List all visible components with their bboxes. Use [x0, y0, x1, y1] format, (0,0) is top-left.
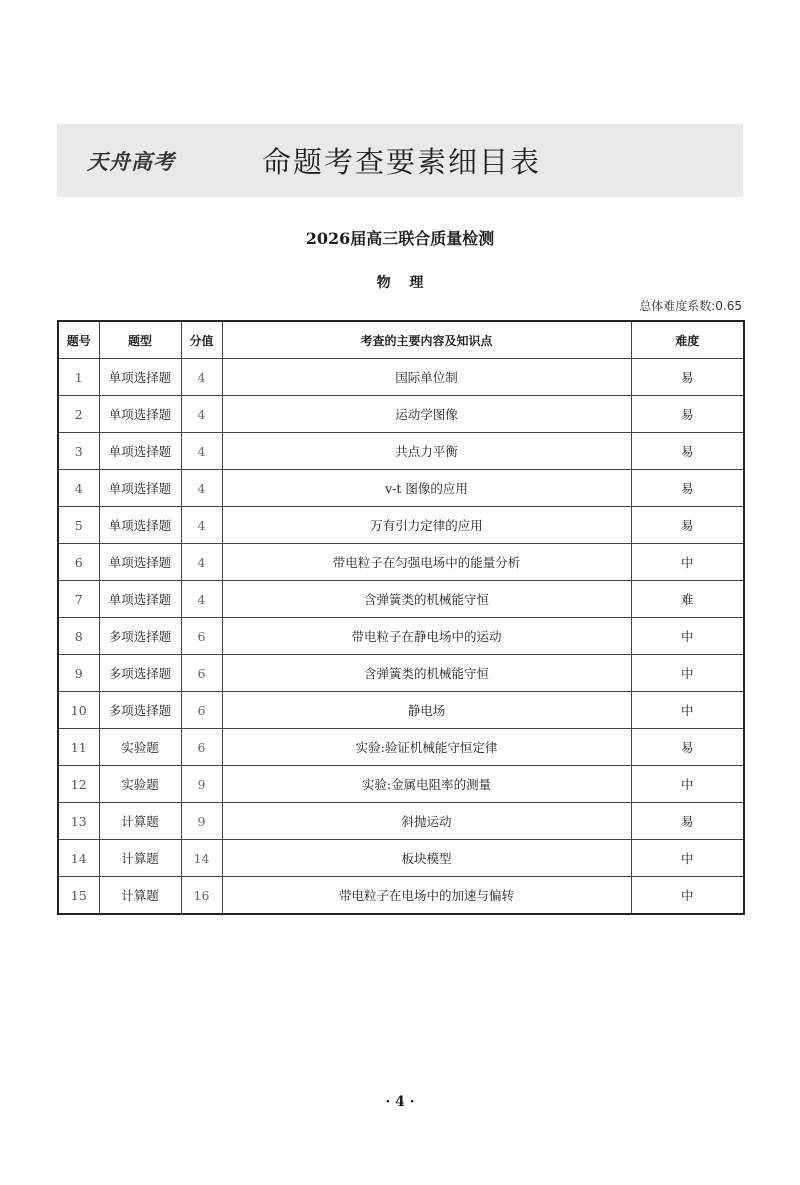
cell-type: 单项选择题 [99, 433, 181, 470]
column-header-type: 题型 [99, 321, 181, 359]
syllabus-table [57, 320, 745, 915]
cell-score: 14 [181, 840, 222, 877]
cell-no: 1 [58, 359, 99, 396]
table-row [58, 396, 744, 433]
cell-type: 计算题 [99, 803, 181, 840]
cell-type: 计算题 [99, 877, 181, 915]
cell-no: 14 [58, 840, 99, 877]
cell-score: 9 [181, 803, 222, 840]
cell-type: 多项选择题 [99, 692, 181, 729]
cell-content: 共点力平衡 [222, 433, 631, 470]
cell-content: 国际单位制 [222, 359, 631, 396]
cell-level: 易 [631, 433, 744, 470]
column-header-no: 题号 [58, 321, 99, 359]
column-header-score: 分值 [181, 321, 222, 359]
cell-score: 4 [181, 507, 222, 544]
cell-content: 含弹簧类的机械能守恒 [222, 655, 631, 692]
cell-type: 计算题 [99, 840, 181, 877]
cell-score: 6 [181, 655, 222, 692]
table-row [58, 766, 744, 803]
cell-no: 3 [58, 433, 99, 470]
cell-content: 万有引力定律的应用 [222, 507, 631, 544]
cell-no: 4 [58, 470, 99, 507]
subject-title: 物 理 [376, 275, 424, 291]
table-row [58, 692, 744, 729]
cell-score: 9 [181, 766, 222, 803]
column-header-level: 难度 [631, 321, 744, 359]
table-row [58, 877, 744, 915]
page-title: 命题考查要素细目表 [262, 145, 542, 179]
cell-type: 实验题 [99, 729, 181, 766]
cell-score: 4 [181, 470, 222, 507]
cell-level: 易 [631, 359, 744, 396]
cell-level: 易 [631, 507, 744, 544]
cell-score: 16 [181, 877, 222, 915]
cell-level: 易 [631, 803, 744, 840]
table-row [58, 544, 744, 581]
cell-score: 6 [181, 618, 222, 655]
cell-level: 中 [631, 840, 744, 877]
cell-no: 11 [58, 729, 99, 766]
cell-no: 6 [58, 544, 99, 581]
cell-level: 易 [631, 470, 744, 507]
cell-level: 难 [631, 581, 744, 618]
cell-no: 15 [58, 877, 99, 915]
cell-level: 中 [631, 877, 744, 915]
cell-no: 13 [58, 803, 99, 840]
cell-content: v-t 图像的应用 [222, 470, 631, 507]
cell-no: 7 [58, 581, 99, 618]
cell-type: 多项选择题 [99, 655, 181, 692]
table-row [58, 433, 744, 470]
cell-type: 单项选择题 [99, 470, 181, 507]
cell-no: 9 [58, 655, 99, 692]
exam-title: 2026届高三联合质量检测 [305, 229, 495, 248]
table-row [58, 840, 744, 877]
cell-content: 运动学图像 [222, 396, 631, 433]
column-header-content: 考查的主要内容及知识点 [222, 321, 631, 359]
cell-type: 单项选择题 [99, 396, 181, 433]
cell-content: 静电场 [222, 692, 631, 729]
table-header-row [58, 321, 744, 359]
cell-score: 4 [181, 433, 222, 470]
cell-content: 带电粒子在电场中的加速与偏转 [222, 877, 631, 915]
table-row [58, 470, 744, 507]
cell-level: 中 [631, 692, 744, 729]
cell-score: 4 [181, 581, 222, 618]
cell-content: 带电粒子在静电场中的运动 [222, 618, 631, 655]
cell-content: 实验:验证机械能守恒定律 [222, 729, 631, 766]
cell-content: 斜抛运动 [222, 803, 631, 840]
cell-level: 中 [631, 655, 744, 692]
cell-no: 10 [58, 692, 99, 729]
cell-score: 6 [181, 692, 222, 729]
cell-level: 中 [631, 544, 744, 581]
table-row [58, 581, 744, 618]
cell-no: 5 [58, 507, 99, 544]
cell-type: 单项选择题 [99, 581, 181, 618]
cell-no: 8 [58, 618, 99, 655]
cell-content: 板块模型 [222, 840, 631, 877]
cell-type: 多项选择题 [99, 618, 181, 655]
cell-score: 4 [181, 359, 222, 396]
cell-level: 易 [631, 729, 744, 766]
cell-type: 单项选择题 [99, 507, 181, 544]
cell-no: 12 [58, 766, 99, 803]
table-row [58, 507, 744, 544]
cell-score: 4 [181, 544, 222, 581]
cell-content: 带电粒子在匀强电场中的能量分析 [222, 544, 631, 581]
cell-type: 实验题 [99, 766, 181, 803]
header-banner [57, 124, 743, 197]
table-row [58, 803, 744, 840]
cell-score: 6 [181, 729, 222, 766]
table-row [58, 655, 744, 692]
overall-difficulty: 总体难度系数:0.65 [639, 299, 742, 313]
table-row [58, 729, 744, 766]
cell-level: 中 [631, 766, 744, 803]
table-row [58, 618, 744, 655]
table-row [58, 359, 744, 396]
table-body [58, 359, 744, 915]
brand-logo: 天舟高考 [87, 150, 175, 174]
cell-level: 中 [631, 618, 744, 655]
cell-score: 4 [181, 396, 222, 433]
cell-no: 2 [58, 396, 99, 433]
page-number: · 4 · [385, 1094, 415, 1110]
cell-type: 单项选择题 [99, 359, 181, 396]
cell-content: 含弹簧类的机械能守恒 [222, 581, 631, 618]
cell-level: 易 [631, 396, 744, 433]
cell-content: 实验:金属电阻率的测量 [222, 766, 631, 803]
cell-type: 单项选择题 [99, 544, 181, 581]
